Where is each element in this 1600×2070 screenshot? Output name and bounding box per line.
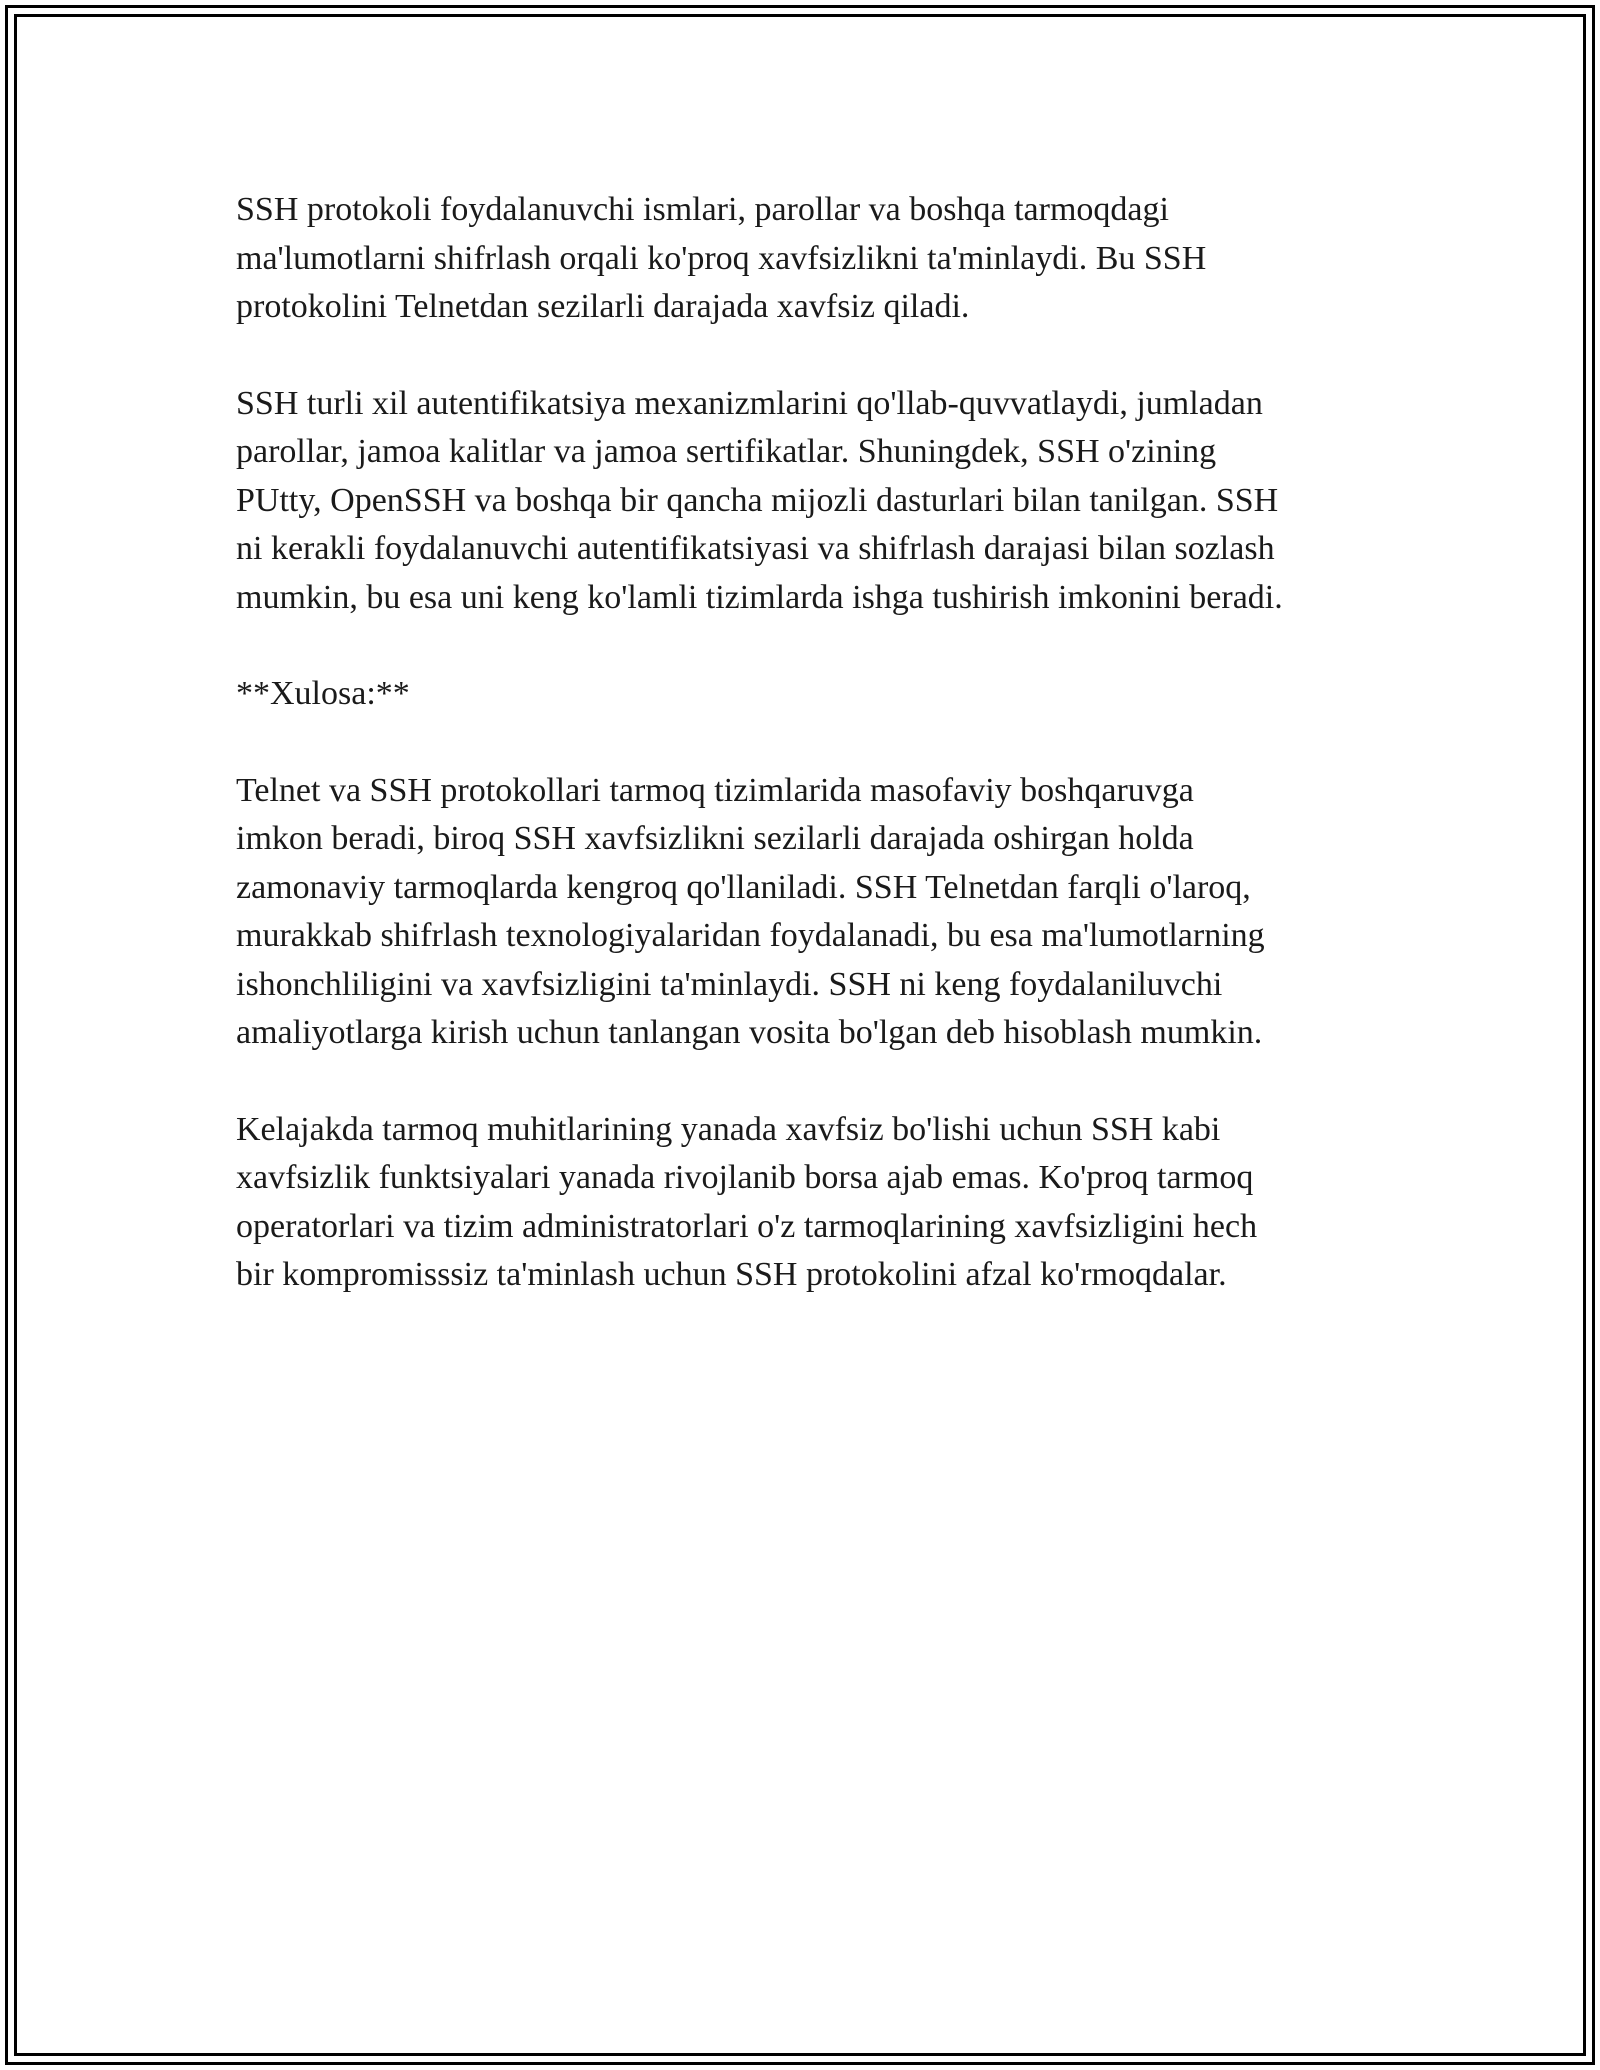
paragraph-ssh-security: SSH protokoli foydalanuvchi ismlari, parollar va boshqa tarmoqdagi ma'lumotlarni shifrlash orqali ko'proq xavfsizlikni ta'minlaydi. Bu SSH protokolini Telnetdan sezilarli darajada xavfsiz qiladi. xyxy=(236,191,1207,325)
paragraph-future: Kelajakda tarmoq muhitlarining yanada xavfsiz bo'lishi uchun SSH kabi xavfsizlik funktsiyalari yanada rivojlanib borsa ajab emas. Ko'proq tarmoq operatorlari va tizim administratorlari o'z tarmoqlarining xavfsizligini hech bir kompromisssiz ta'minlash uchun SSH protokolini afzal ko'rmoqdalar. xyxy=(236,1110,1258,1293)
paragraph-conclusion: Telnet va SSH protokollari tarmoq tizimlarida masofaviy boshqaruvga imkon beradi, biroq SSH xavfsizlikni sezilarli darajada oshirgan holda zamonaviy tarmoqlarda kengroq qo'llaniladi. SSH Telnetdan farqli o'laroq, murakkab shifrlash texnologiyalaridan foydalanadi, bu esa ma'lumotlarning ishonchliligini va xavfsizligini ta'minlaydi. SSH ni keng foydalaniluvchi amaliyotlarga kirish uchun tanlangan vosita bo'lgan deb hisoblash mumkin. xyxy=(236,771,1265,1051)
paragraph-ssh-authentication: SSH turli xil autentifikatsiya mexanizmlarini qo'llab-quvvatlaydi, jumladan parollar, jamoa kalitlar va jamoa sertifikatlar. Shuningdek, SSH o'zining PUtty, OpenSSH va boshqa bir qancha mijozli dasturlari bilan tanilgan. SSH ni kerakli foydalanuvchi autentifikatsiyasi va shifrlash darajasi bilan sozlash mumkin, bu esa uni keng ko'lamli tizimlarda ishga tushirish imkonini beradi. xyxy=(236,384,1283,616)
conclusion-heading: **Xulosa:** xyxy=(236,675,410,712)
document-body xyxy=(236,186,1386,1348)
